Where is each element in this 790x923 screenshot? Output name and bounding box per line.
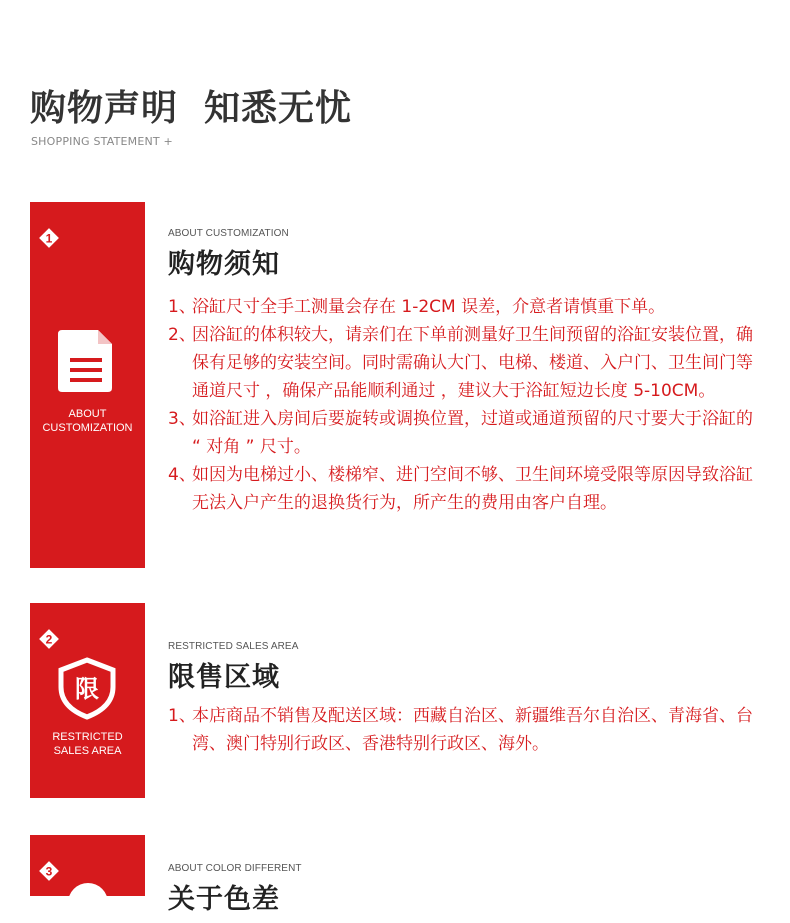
section-badge-box: [30, 202, 145, 568]
section-en-title: ABOUT COLOR DIFFERENT: [168, 863, 302, 874]
list-item: 4、 如因为电梯过小、楼梯窄、进门空间不够、卫生间环境受限等原因导致浴缸无法入户产生的退换货行为，所产生的费用由客户自理。: [168, 465, 753, 513]
page-subtitle: SHOPPING STATEMENT +: [31, 135, 173, 148]
number-diamond-icon: [38, 227, 60, 249]
list-item: 1、 本店商品不销售及配送区域：西藏自治区、新疆维吾尔自治区、青海省、台湾、澳门特别行政区、香港特别行政区、海外。: [168, 706, 753, 754]
list-item: 1、 浴缸尺寸全手工测量会存在 1-2CM 误差，介意者请慎重下单。: [168, 297, 666, 317]
section-en-title: RESTRICTED SALES AREA: [168, 641, 299, 652]
restricted-shield-icon: [57, 657, 117, 719]
color-circle-icon: [68, 883, 108, 923]
restricted-list: [168, 702, 758, 758]
page-title-left: 购物声明: [30, 88, 179, 129]
page-title-right: 知悉无忧: [204, 88, 353, 129]
section-restricted-area: [30, 603, 765, 798]
section-color-difference: [30, 835, 765, 915]
section-badge-label: RESTRICTED SALES AREA: [52, 731, 123, 757]
section-badge-box: [30, 835, 145, 896]
section-number: 1: [45, 231, 53, 246]
list-item: 3、 如浴缸进入房间后要旋转或调换位置，过道或通道预留的尺寸要大于浴缸的 “ 对角 ” 尺寸。: [168, 409, 753, 457]
section-customization: [30, 202, 765, 568]
section-content: [168, 228, 765, 517]
section-title: 关于色差: [168, 884, 280, 915]
page-title: [30, 80, 352, 131]
section-content: [168, 863, 765, 915]
list-item: 2、 因浴缸的体积较大，请亲们在下单前测量好卫生间预留的浴缸安装位置，确保有足够的安装空间。同时需确认大门、电梯、楼道、入户门、卫生间门等通道尺寸 ，确保产品能顺利通过 ，建议大于浴缸短边长度 5-10CM。: [168, 325, 753, 401]
section-title: 购物须知: [168, 249, 280, 280]
number-diamond-icon: [38, 628, 60, 650]
section-number: 2: [45, 632, 53, 647]
section-number: 3: [45, 864, 53, 879]
section-badge-label: ABOUT CUSTOMIZATION: [42, 408, 133, 434]
section-title: 限售区域: [168, 662, 280, 693]
section-badge-box: [30, 603, 145, 798]
notice-list: [168, 293, 765, 517]
number-diamond-icon: [38, 860, 60, 882]
section-en-title: ABOUT CUSTOMIZATION: [168, 228, 289, 239]
section-content: [168, 641, 765, 758]
shield-label: 限: [75, 675, 99, 703]
document-icon: [56, 328, 118, 394]
